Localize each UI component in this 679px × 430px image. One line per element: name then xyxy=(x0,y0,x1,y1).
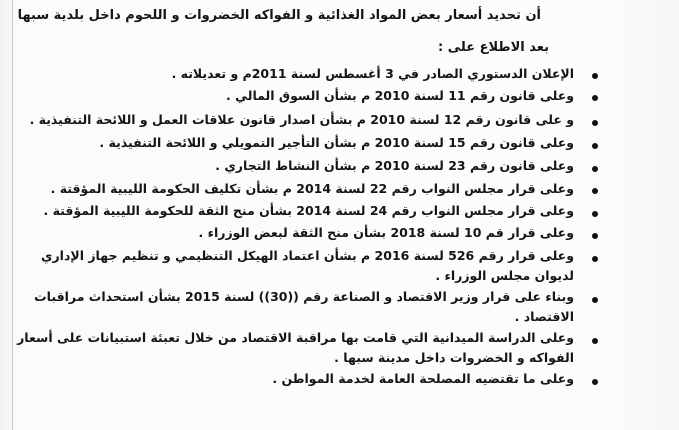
list-item: وبناء على قرار وزير الاقتصاد و الصناعة رقم ((30)) لسنة 2015 بشأن استحداث مراقبات xyxy=(34,289,574,304)
bullet xyxy=(592,143,598,149)
list-item: وعلى ما تقتضيه المصلحة العامة لخدمة المواطن . xyxy=(272,371,574,386)
bullet xyxy=(592,338,598,344)
bullet xyxy=(592,95,598,101)
list-item: وعلى قانون رقم 23 لسنة 2010 م بشأن النشاط التجاري . xyxy=(215,158,574,173)
bullet xyxy=(592,188,598,194)
list-item: وعلى قانون رقم 15 لسنة 2010 م بشأن التأجير التمويلي و اللائحة التنفيذية . xyxy=(99,135,574,150)
list-item: وعلى الدراسة الميدانية التي قامت بها مراقبة الاقتصاد من خلال تعبئة استبيانات على أسعار xyxy=(17,330,574,345)
intro-line: بعد الاطلاع على : xyxy=(438,40,549,55)
list-item: وعلى قرار رقم 526 لسنة 2016 م بشأن اعتماد الهيكل التنظيمي و تنظيم جهاز الإداري xyxy=(41,248,574,263)
bullet xyxy=(592,166,598,172)
bullet xyxy=(592,211,598,217)
bullet xyxy=(592,73,598,79)
bullet xyxy=(592,233,598,239)
list-item: الإعلان الدستوري الصادر في 3 أغسطس لسنة 2011م و تعديلاته . xyxy=(171,66,574,81)
bullet xyxy=(592,297,598,303)
list-item: وعلى قرار مجلس النواب رقم 24 لسنة 2014 بشأن منح الثقة للحكومة الليبية المؤقتة . xyxy=(43,203,574,218)
list-item: وعلى قرار مجلس النواب رقم 22 لسنة 2014 م بشأن تكليف الحكومة الليبية المؤقتة . xyxy=(50,181,574,196)
list-item-continuation: لديوان مجلس الوزراء . xyxy=(435,268,574,283)
bullet xyxy=(592,379,598,385)
list-item: و على قانون رقم 12 لسنة 2010 م بشأن اصدار قانون علاقات العمل و اللائحة التنفيذية . xyxy=(29,112,574,127)
list-item-continuation: الفواكه و الخضروات داخل مدينة سبها . xyxy=(334,350,574,365)
list-item: وعلى قرار قم 10 لسنة 2018 بشأن منح الثقة لبعض الوزراء . xyxy=(198,225,574,240)
bullet xyxy=(592,256,598,262)
list-item: وعلى قانون رقم 11 لسنة 2010 م بشأن السوق المالي . xyxy=(226,88,574,103)
bullet xyxy=(592,120,598,126)
list-item-continuation: الاقتصاد . xyxy=(514,309,574,324)
document-header: أن تحديد أسعار بعض المواد الغذائية و الفواكه الخضروات و اللحوم داخل بلدية سبها xyxy=(17,8,541,23)
